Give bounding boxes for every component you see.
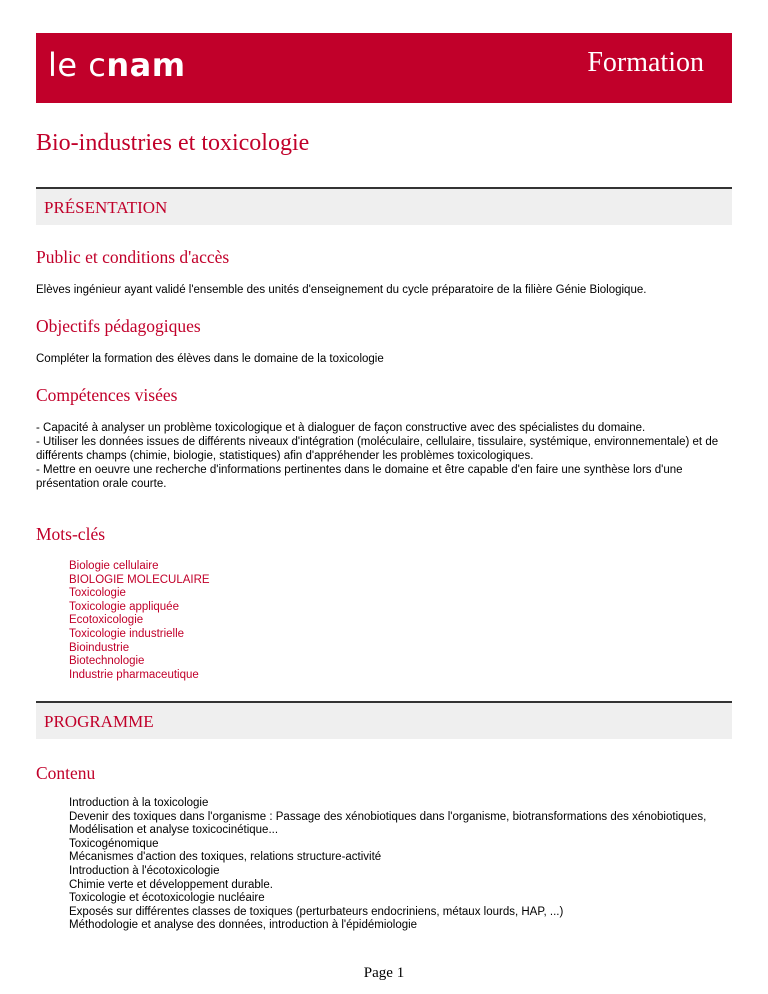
contenu-item: Mécanismes d'action des toxiques, relations structure-activité <box>69 851 382 864</box>
section-bar-programme <box>36 701 732 739</box>
contenu-item: Devenir des toxiques dans l'organisme : Passage des xénobiotiques dans l'organisme, biotransformations des xénobiotiques, Modélisation et analyse toxicocinétique... <box>69 810 707 837</box>
page-number: Page 1 <box>363 965 405 981</box>
heading-contenu: Contenu <box>36 763 96 783</box>
contenu-list <box>69 797 719 933</box>
contenu-item: Chimie verte et développement durable. <box>69 878 273 891</box>
competences-text <box>36 421 736 491</box>
contenu-item: Toxicogénomique <box>69 837 159 850</box>
contenu-item: Introduction à l'écotoxicologie <box>69 864 220 877</box>
keyword-link[interactable]: Toxicologie <box>69 587 126 600</box>
heading-public: Public et conditions d'accès <box>36 247 230 267</box>
keyword-link[interactable]: Biologie cellulaire <box>69 560 159 572</box>
keyword-link[interactable]: Industrie pharmaceutique <box>69 668 199 681</box>
keyword-link[interactable]: Bioindustrie <box>69 641 130 654</box>
contenu-item: Exposés sur différentes classes de toxiques (perturbateurs endocriniens, métaux lourds, HAP, ...) <box>69 905 564 918</box>
section-bar-presentation <box>36 187 732 225</box>
contenu-item: Introduction à la toxicologie <box>69 797 209 809</box>
logo-text-light: le c <box>48 46 107 84</box>
banner-title: Formation <box>587 47 704 78</box>
competence-line: - Mettre en oeuvre une recherche d'informations pertinentes dans le domaine et être capable d'en faire une synthèse lors d'une présentation orale courte. <box>36 464 683 490</box>
keyword-link[interactable]: Toxicologie industrielle <box>69 627 185 640</box>
competence-line: - Utiliser les données issues de différents niveaux d'intégration (moléculaire, cellulaire, tissulaire, systémique, environnementale) et de différents champs (chimie, biologie, statistiques) afin d'appréhender les problèmes toxicologiques. <box>36 436 719 462</box>
section-label-programme: PROGRAMME <box>44 712 154 731</box>
heading-mots-cles: Mots-clés <box>36 524 106 544</box>
competence-line: - Capacité à analyser un problème toxicologique et à dialoguer de façon constructive avec des spécialistes du domaine. <box>36 422 646 434</box>
keyword-link[interactable]: Toxicologie appliquée <box>69 600 179 613</box>
keyword-link[interactable]: Ecotoxicologie <box>69 614 144 627</box>
header-banner <box>36 33 732 103</box>
cnam-logo <box>48 46 186 84</box>
section-label-presentation: PRÉSENTATION <box>44 198 168 217</box>
page-title: Bio-industries et toxicologie <box>36 130 310 156</box>
keyword-link[interactable]: BIOLOGIE MOLECULAIRE <box>69 573 210 586</box>
heading-competences: Compétences visées <box>36 385 178 405</box>
heading-objectifs: Objectifs pédagogiques <box>36 316 201 336</box>
public-text: Elèves ingénieur ayant validé l'ensemble des unités d'enseignement du cycle préparatoire de la filière Génie Biologique. <box>36 284 647 296</box>
contenu-item: Méthodologie et analyse des données, introduction à l'épidémiologie <box>69 919 418 932</box>
keyword-link[interactable]: Biotechnologie <box>69 655 145 668</box>
keyword-list <box>69 560 210 682</box>
logo-text-bold: nam <box>106 46 186 84</box>
contenu-item: Toxicologie et écotoxicologie nucléaire <box>69 892 265 905</box>
objectifs-text: Compléter la formation des élèves dans le domaine de la toxicologie <box>36 353 384 365</box>
